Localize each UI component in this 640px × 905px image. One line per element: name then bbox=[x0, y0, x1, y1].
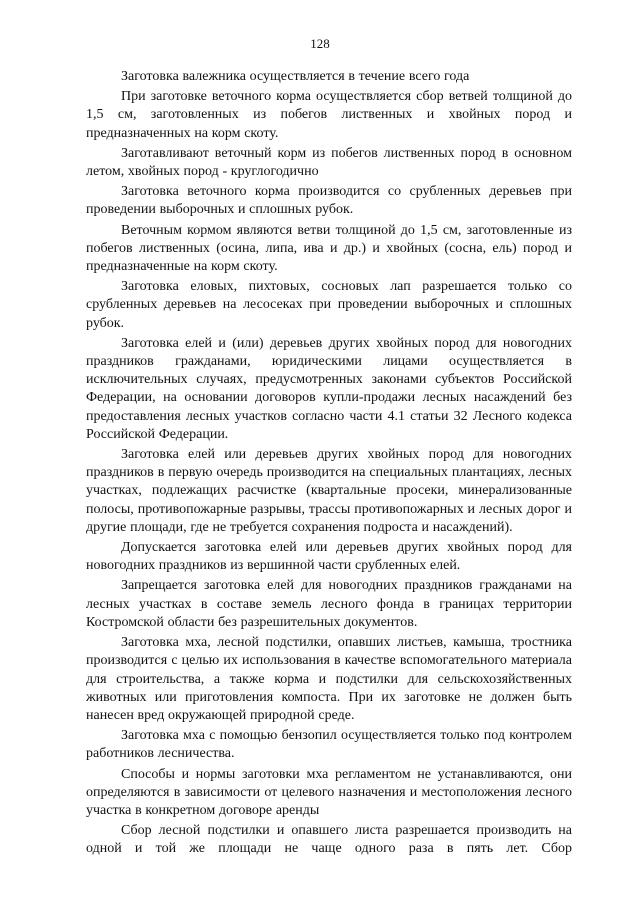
paragraph-branch-fodder-season: Заготавливают веточный корм из побегов лиственных пород в основном летом, хвойных пород - круглогодично bbox=[86, 145, 572, 180]
paragraph-moss-chainsaw: Заготовка мха с помощью бензопил осуществляется только под контролем работников лесничества. bbox=[86, 728, 572, 762]
paragraph-windfall: Заготовка валежника осуществляется в течение всего года bbox=[121, 69, 470, 84]
paragraph-branch-fodder-collection: При заготовке веточного корма осуществляется сбор ветвей толщиной до 1,5 см, заготовленных из побегов лиственных и хвойных пород и предназначенных на корм скоту. bbox=[86, 89, 572, 141]
page-number: 128 bbox=[310, 36, 330, 51]
document-body bbox=[86, 68, 572, 861]
paragraph-conifer-branches: Заготовка еловых, пихтовых, сосновых лап разрешается только со срубленных деревьев на лесосеках при проведении выборочных и сплошных рубок. bbox=[86, 279, 572, 331]
paragraph-new-year-trees-tops: Допускается заготовка елей или деревьев других хвойных пород для новогодних праздников из вершинной части срубленных елей. bbox=[86, 540, 572, 574]
paragraph-branch-fodder-source: Заготовка веточного корма производится со срубленных деревьев при проведении выборочных и сплошных рубок. bbox=[86, 184, 572, 218]
paragraph-moss-litter: Заготовка мха, лесной подстилки, опавших листьев, камыша, тростника производится с целью их использования в качестве вспомогательного материала для строительства, а также корма и подстилки для сельскохозяйственных животных или приготовления компоста. При их заготовке не должен быть нанесен вред окружающей природной среде. bbox=[86, 635, 572, 723]
paragraph-litter-collection: Сбор лесной подстилки и опавшего листа разрешается производить на одной и той же площади не чаще одного раза в пять лет. Сбор bbox=[86, 823, 572, 857]
paragraph-moss-norms: Способы и нормы заготовки мха регламентом не устанавливаются, они определяются в зависимости от целевого назначения и местоположения лесного участка в конкретном договоре аренды bbox=[86, 766, 572, 818]
paragraph-new-year-trees-legal: Заготовка елей и (или) деревьев других хвойных пород для новогодних праздников гражданами, юридическими лицами осуществляется в исключительных случаях, предусмотренных законами субъектов Российской Федерации, на основании договоров купли-продажи лесных насаждений без предоставления лесных участков согласно части 4.1 статьи 32 Лесного кодекса Российской Федерации. bbox=[86, 335, 572, 442]
paragraph-new-year-trees-prohibited: Запрещается заготовка елей для новогодних праздников гражданами на лесных участках в составе земель лесного фонда в границах территории Костромской области без разрешительных документов. bbox=[86, 578, 572, 630]
paragraph-branch-fodder-definition: Веточным кормом являются ветви толщиной до 1,5 см, заготовленные из побегов лиственных (осина, липа, ива и др.) и хвойных (сосна, ель) пород и предназначенные на корм скоту. bbox=[86, 222, 572, 275]
paragraph-new-year-trees-places: Заготовка елей или деревьев других хвойных пород для новогодних праздников в первую очередь производится на специальных плантациях, лесных участках, подлежащих расчистке (квартальные просеки, минерализованные полосы, противопожарные разрывы, трассы противопожарных и лесных дорог и другие площади, где не требуется сохранения подроста и насаждений). bbox=[86, 447, 572, 535]
